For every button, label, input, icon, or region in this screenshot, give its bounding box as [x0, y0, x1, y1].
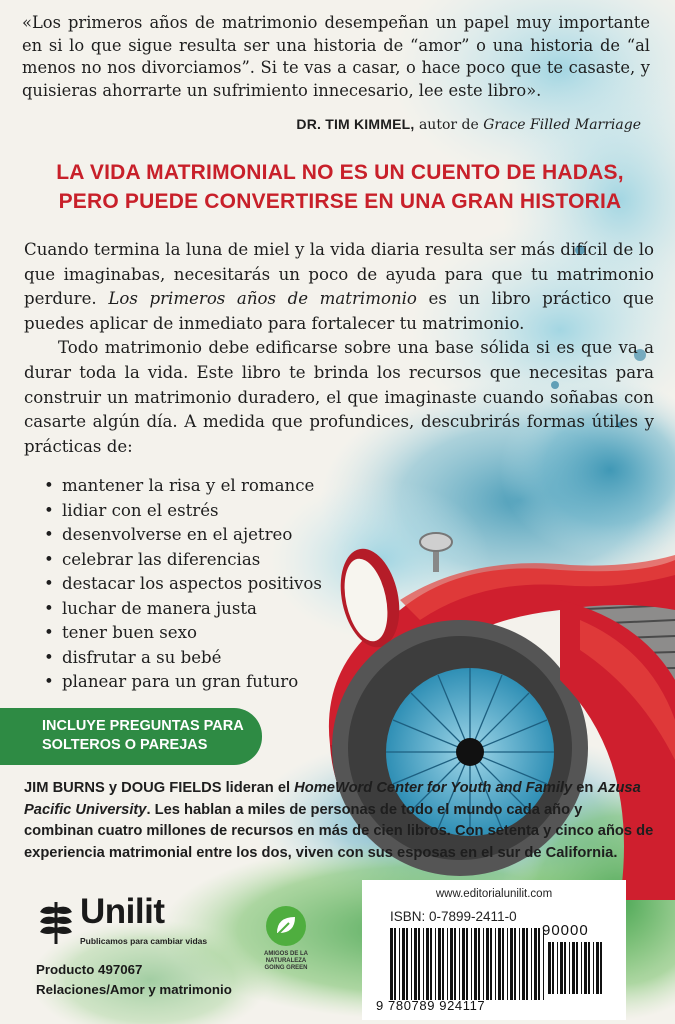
- book-title-italic: Los primeros años de matrimonio: [108, 289, 417, 309]
- list-item: • planear para un gran futuro: [44, 670, 322, 695]
- author-name-2: DOUG FIELDS: [121, 780, 222, 796]
- author-bio: [24, 778, 654, 864]
- product-info: [36, 960, 232, 1000]
- unilit-wheat-icon: [36, 898, 76, 946]
- quote-author-role: autor de: [418, 117, 479, 133]
- banner-line-1: INCLUYE PREGUNTAS PARA: [42, 718, 244, 734]
- list-item: • desenvolverse en el ajetreo: [44, 523, 322, 548]
- headline-line-2: PERO PUEDE CONVERTIRSE EN UNA GRAN HISTORIA: [58, 190, 622, 213]
- publisher-website: www.editorialunilit.com: [435, 888, 553, 900]
- eco-label-1: AMIGOS DE LA NATURALEZA: [263, 951, 308, 964]
- description: [24, 238, 654, 459]
- author-name-1: JIM BURNS: [24, 780, 105, 796]
- endorsement-quote: [22, 12, 650, 102]
- quote-author-book: Grace Filled Marriage: [483, 117, 641, 133]
- university-name: Azusa Pacific University: [24, 780, 641, 818]
- author-bio-text-3: . Les hablan a miles de personas de todo el mundo cada año y combinan cuatro millones de recursos en más de cien libros. Con setenta y cinco años de experiencia matrimonial entre los dos, viven con sus esposas en el sur de California.: [24, 801, 654, 861]
- author-bio-and: y: [104, 780, 122, 796]
- isbn-text: ISBN: 0-7899-2411-0: [390, 909, 517, 924]
- headline: [20, 158, 660, 216]
- ean-barcode: [388, 928, 548, 1000]
- description-paragraph-2: Todo matrimonio debe edificarse sobre una base sólida si es que va a durar toda la vida. Este libro te brinda los recursos que necesitas para construir un matrimonio duradero, el que imaginaste cuando soñabas con casarte algún día. A medida que profundices, descubrirás formas útiles y prácticas de:: [24, 338, 654, 456]
- publisher-logo: [36, 892, 216, 958]
- questions-banner: [0, 708, 262, 765]
- list-item: • lidiar con el estrés: [44, 499, 322, 524]
- eco-badge: [246, 905, 326, 972]
- quote-author: DR. TIM KIMMEL,: [296, 116, 415, 132]
- list-item: • disfrutar a su bebé: [44, 646, 322, 671]
- quote-attribution: [296, 116, 641, 133]
- product-category: Relaciones/Amor y matrimonio: [36, 982, 232, 997]
- list-item: • luchar de manera justa: [44, 597, 322, 622]
- price-code: 90000: [542, 922, 589, 939]
- benefits-list: [44, 474, 322, 695]
- list-item: • celebrar las diferencias: [44, 548, 322, 573]
- addon-barcode: [546, 942, 604, 994]
- product-number: Producto 497067: [36, 962, 143, 977]
- publisher-name: Unilit: [80, 892, 165, 931]
- list-item: • tener buen sexo: [44, 621, 322, 646]
- description-p1-start: Cuando termina la luna de miel y la vida diaria resulta ser más difícil de lo que imaginabas, necesitarás un poco de ayuda para que tu matrimonio perdure.: [24, 240, 654, 309]
- publisher-tagline: Publicamos para cambiar vidas: [80, 936, 208, 946]
- leaf-icon: [265, 905, 307, 947]
- list-item: • destacar los aspectos positivos: [44, 572, 322, 597]
- barcode-number: 9 780789 924117: [376, 998, 486, 1013]
- quote-text: «Los primeros años de matrimonio desempeñan un papel muy importante en si lo que sigue resulta ser una historia de “amor” o una historia de “al menos no nos divorciamos”. Si te vas a casar, o hace poco que te casaste, y quisieras ahorrarte un sufrimiento innecesario, lee este libro».: [22, 13, 650, 100]
- description-p1-end: es un libro práctico que puedes aplicar de inmediato para fortalecer tu matrimonio.: [24, 289, 654, 333]
- headline-line-1: LA VIDA MATRIMONIAL NO ES UN CUENTO DE HADAS,: [56, 161, 624, 184]
- list-item: • mantener la risa y el romance: [44, 474, 322, 499]
- description-paragraph-1: [24, 238, 654, 336]
- organization-name: HomeWord Center for Youth and Family: [294, 780, 573, 796]
- author-bio-text-1: lideran el: [221, 780, 295, 796]
- author-bio-text-2: en: [572, 780, 598, 796]
- barcode-panel: [366, 884, 622, 1016]
- banner-line-2: SOLTEROS O PAREJAS: [42, 737, 208, 753]
- eco-label-2: GOING GREEN: [264, 965, 308, 971]
